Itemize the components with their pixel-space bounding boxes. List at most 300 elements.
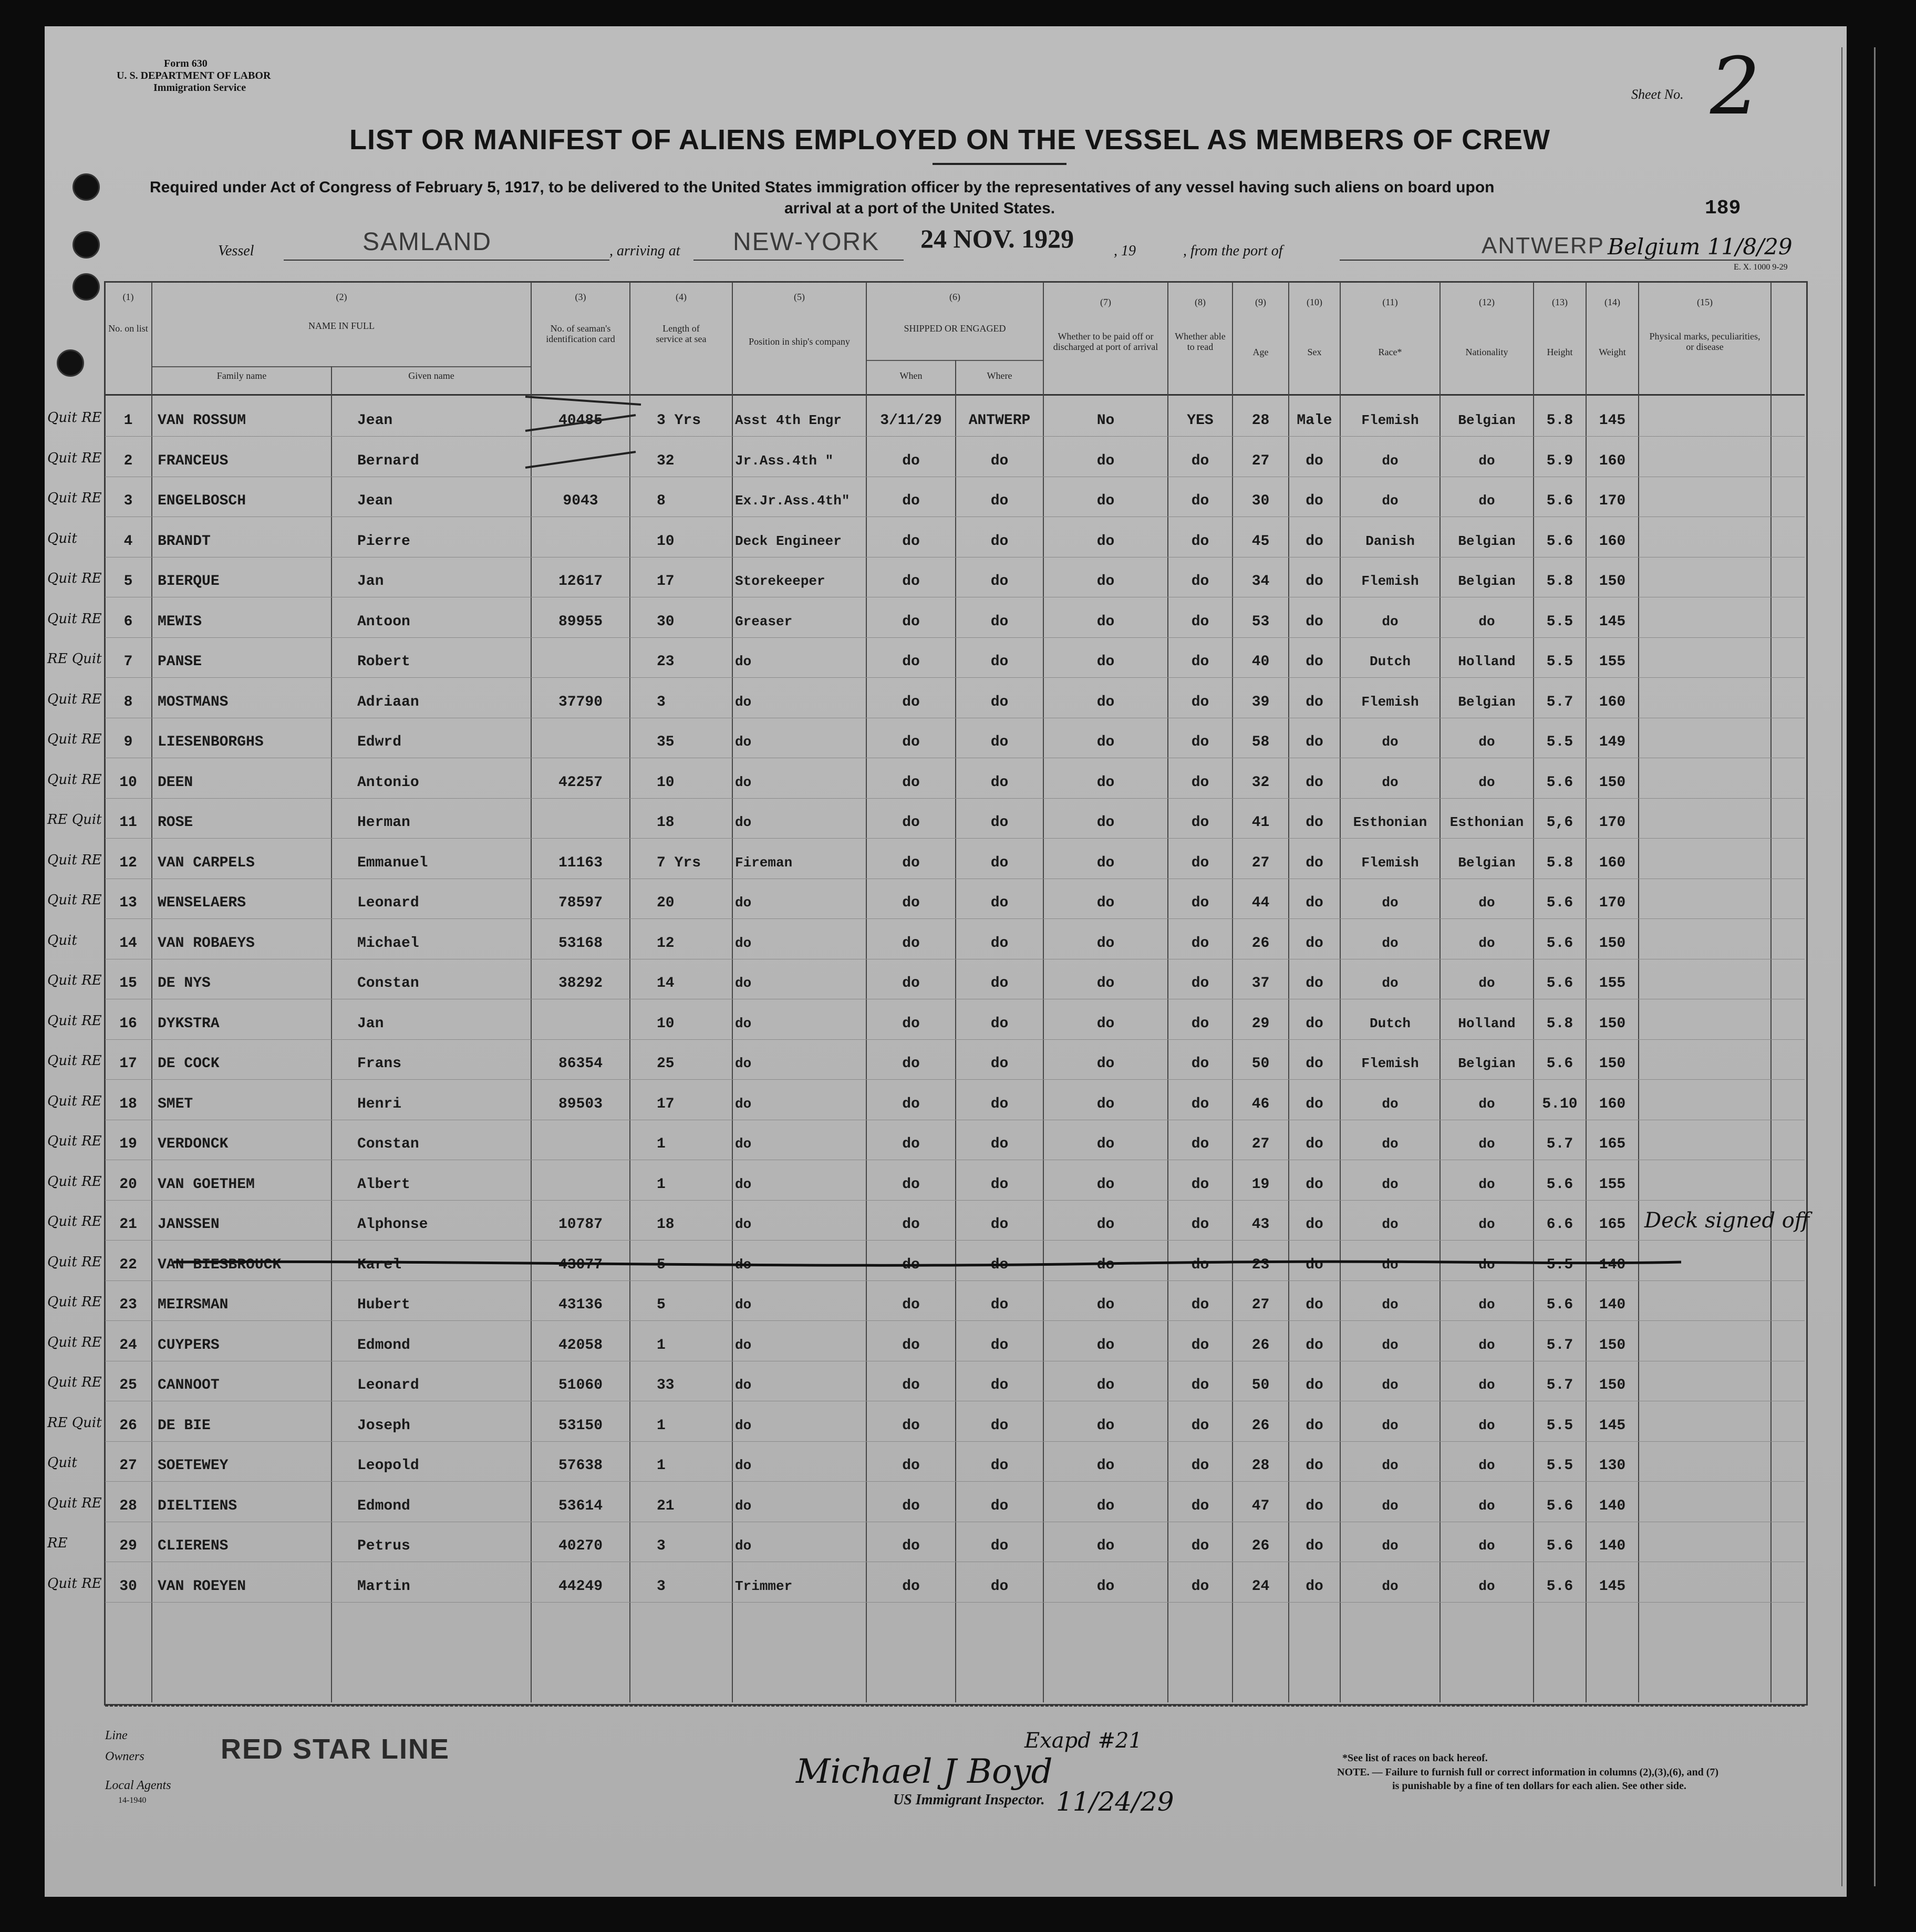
nationality: do	[1478, 1538, 1495, 1554]
paid-off: do	[1096, 493, 1115, 509]
given-name: Alphonse	[357, 1216, 428, 1233]
given-name: Joseph	[357, 1418, 410, 1434]
position: do	[735, 1257, 752, 1273]
vessel-name: SAMLAND	[363, 228, 492, 256]
weight: 160	[1599, 533, 1626, 550]
paid-off: do	[1096, 975, 1115, 991]
sex: do	[1306, 1176, 1323, 1193]
position: do	[735, 1337, 752, 1353]
weight: 140	[1599, 1297, 1626, 1313]
col3-number: (3)	[575, 292, 586, 302]
row-number: 12	[119, 855, 137, 871]
id-card-number: 42058	[558, 1337, 603, 1354]
race: do	[1382, 453, 1399, 469]
col15-number: (15)	[1697, 297, 1713, 307]
form-number: Form 630	[164, 58, 208, 69]
sex: do	[1306, 694, 1323, 710]
given-name: Bernard	[357, 453, 419, 469]
family-name: VAN ROBAEYS	[158, 935, 255, 952]
id-card-number: 42257	[558, 774, 603, 791]
family-name: SMET	[158, 1096, 193, 1112]
race: do	[1382, 1136, 1399, 1152]
service-length: 18	[657, 1216, 675, 1233]
family-name: CUYPERS	[158, 1337, 220, 1354]
age: 43	[1251, 1216, 1270, 1233]
margin-annotation: Quit RE	[47, 450, 102, 466]
paid-off: do	[1096, 734, 1115, 750]
position: Ex.Jr.Ass.4th"	[735, 493, 850, 509]
row-number: 1	[123, 412, 133, 429]
shipped-where: do	[990, 1337, 1009, 1354]
given-name: Karel	[357, 1257, 402, 1273]
service: Immigration Service	[153, 82, 246, 94]
able-to-read: do	[1191, 1297, 1209, 1313]
weight: 140	[1599, 1498, 1626, 1514]
service-length: 1	[657, 1136, 666, 1152]
shipped-when: do	[902, 1418, 920, 1434]
family-name: MEWIS	[158, 614, 202, 630]
shipped-when: do	[902, 814, 920, 831]
margin-annotation: Quit RE	[47, 1576, 102, 1592]
shipped-where: do	[990, 1056, 1009, 1072]
nationality: Belgian	[1458, 1056, 1516, 1071]
family-name: VAN ROEYEN	[158, 1578, 246, 1595]
sex: do	[1306, 855, 1323, 871]
position: do	[735, 734, 752, 750]
departure-note: Belgium 11/8/29	[1608, 234, 1793, 260]
col2-family: Family name	[216, 370, 267, 381]
race: do	[1382, 975, 1399, 991]
subtitle-line-2: arrival at a port of the United States.	[784, 200, 1055, 217]
able-to-read: do	[1191, 1337, 1209, 1354]
shipped-where: do	[990, 814, 1009, 831]
margin-annotation: Quit RE	[47, 1013, 102, 1029]
able-to-read: do	[1191, 493, 1209, 509]
row-number: 21	[119, 1216, 137, 1233]
weight: 170	[1599, 814, 1626, 831]
position: do	[735, 1016, 752, 1031]
shipped-where: do	[990, 975, 1009, 991]
row-number: 29	[119, 1538, 137, 1554]
age: 53	[1251, 614, 1270, 630]
department: U. S. DEPARTMENT OF LABOR	[117, 70, 271, 81]
paid-off: do	[1096, 533, 1115, 550]
family-name: FRANCEUS	[158, 453, 229, 469]
margin-annotation: Quit RE	[47, 1133, 102, 1149]
row-number: 3	[123, 493, 133, 509]
race: do	[1382, 895, 1399, 911]
row-number: 7	[123, 654, 133, 670]
shipped-where: do	[990, 1257, 1009, 1273]
weight: 140	[1599, 1257, 1626, 1273]
shipped-where: do	[990, 774, 1009, 791]
weight: 150	[1599, 774, 1626, 791]
able-to-read: do	[1191, 1176, 1209, 1193]
shipped-when: do	[902, 975, 920, 991]
position: do	[735, 1176, 752, 1192]
race: do	[1382, 1418, 1399, 1433]
sex: do	[1306, 1538, 1323, 1554]
race: do	[1382, 1458, 1399, 1473]
row-number: 27	[119, 1458, 137, 1474]
height: 5.6	[1546, 1056, 1573, 1072]
age: 46	[1251, 1096, 1270, 1112]
paid-off: do	[1096, 1538, 1115, 1554]
age: 47	[1251, 1498, 1270, 1514]
paid-off: do	[1096, 774, 1115, 791]
height: 5.6	[1546, 1297, 1573, 1313]
row-number: 19	[119, 1136, 137, 1152]
shipped-when: do	[902, 1056, 920, 1072]
race: Dutch	[1369, 1016, 1411, 1031]
race: do	[1382, 1578, 1399, 1594]
margin-annotation: Quit	[47, 531, 77, 546]
age: 26	[1251, 935, 1270, 952]
col5-number: (5)	[794, 292, 805, 302]
row-number: 9	[123, 734, 133, 750]
shipped-where: do	[990, 1136, 1009, 1152]
col8-label: Whether able to read	[1175, 331, 1226, 352]
nationality: do	[1478, 1578, 1495, 1594]
race: do	[1382, 1216, 1399, 1232]
col2-number: (2)	[336, 292, 347, 302]
age: 37	[1251, 975, 1270, 991]
id-card-number: 43077	[558, 1257, 603, 1273]
position: do	[735, 774, 752, 790]
margin-annotation: Quit RE	[47, 1294, 102, 1310]
margin-annotation: Quit RE	[47, 691, 102, 707]
weight: 150	[1599, 1337, 1626, 1354]
race: do	[1382, 1257, 1399, 1273]
service-length: 35	[657, 734, 675, 750]
sex: do	[1306, 1016, 1323, 1032]
paid-off: do	[1096, 654, 1115, 670]
col5-label: Position in ship's company	[749, 336, 850, 347]
sex: do	[1306, 1458, 1323, 1474]
race: do	[1382, 1538, 1399, 1554]
age: 41	[1251, 814, 1270, 831]
margin-annotation: Quit RE	[47, 1375, 102, 1390]
age: 39	[1251, 694, 1270, 710]
footer-rule	[105, 1705, 1805, 1707]
id-card-number: 40485	[558, 412, 603, 429]
id-card-number: 53150	[558, 1418, 603, 1434]
fine-note-1: NOTE. — Failure to furnish full or correct information in columns (2),(3),(6), and (7)	[1337, 1766, 1719, 1778]
weight: 170	[1599, 493, 1626, 509]
margin-annotation: Quit RE	[47, 772, 102, 788]
height: 5,6	[1546, 814, 1573, 831]
id-card-number: 89955	[558, 614, 603, 630]
given-name: Leopold	[357, 1458, 419, 1474]
sex: do	[1306, 1498, 1323, 1514]
family-name: BIERQUE	[158, 573, 220, 590]
sex: do	[1306, 614, 1323, 630]
height: 5.6	[1546, 493, 1573, 509]
from-label: , from the port of	[1183, 243, 1283, 259]
position: Asst 4th Engr	[735, 412, 842, 428]
service-length: 17	[657, 1096, 675, 1112]
margin-annotation: RE Quit	[47, 812, 102, 828]
paid-off: do	[1096, 1337, 1115, 1354]
service-length: 20	[657, 895, 675, 911]
able-to-read: do	[1191, 533, 1209, 550]
id-card-number: 43136	[558, 1297, 603, 1313]
shipped-when: do	[902, 1176, 920, 1193]
position: do	[735, 1418, 752, 1433]
shipped-when: do	[902, 533, 920, 550]
race-note: *See list of races on back hereof.	[1342, 1752, 1488, 1764]
weight: 150	[1599, 1016, 1626, 1032]
paid-off: do	[1096, 935, 1115, 952]
margin-annotation: RE Quit	[47, 651, 102, 667]
given-name: Herman	[357, 814, 410, 831]
id-card-number: 40270	[558, 1538, 603, 1554]
family-name: VAN GOETHEM	[158, 1176, 255, 1193]
row-number: 11	[119, 814, 137, 831]
shipped-where: do	[990, 654, 1009, 670]
height: 5.6	[1546, 1578, 1573, 1595]
margin-annotation: Quit	[47, 933, 77, 948]
col4-number: (4)	[676, 292, 687, 302]
family-name: VAN ROSSUM	[158, 412, 246, 429]
row-number: 18	[119, 1096, 137, 1112]
sex: do	[1306, 1578, 1323, 1595]
family-name: DIELTIENS	[158, 1498, 237, 1514]
margin-annotation: Quit RE	[47, 1053, 102, 1069]
sex: do	[1306, 734, 1323, 750]
shipped-when: do	[902, 1458, 920, 1474]
col6-where: Where	[987, 370, 1012, 381]
shipped-when: do	[902, 1257, 920, 1273]
col10-number: (10)	[1307, 297, 1322, 307]
paid-off: do	[1096, 1297, 1115, 1313]
family-name: VERDONCK	[158, 1136, 229, 1152]
able-to-read: do	[1191, 1016, 1209, 1032]
service-length: 10	[657, 533, 675, 550]
height: 5.8	[1546, 1016, 1573, 1032]
given-name: Adriaan	[357, 694, 419, 710]
weight: 140	[1599, 1538, 1626, 1554]
family-name: LIESENBORGHS	[158, 734, 264, 750]
race: Danish	[1365, 533, 1415, 549]
owner-stamp: RED STAR LINE	[221, 1733, 450, 1765]
sex: do	[1306, 975, 1323, 991]
sheet-label: Sheet No.	[1631, 87, 1684, 102]
given-name: Petrus	[357, 1538, 410, 1554]
nationality: do	[1478, 1257, 1495, 1273]
position: do	[735, 895, 752, 911]
margin-annotation: Quit RE	[47, 892, 102, 908]
card-slash-marks	[525, 397, 641, 468]
sex: do	[1306, 1377, 1323, 1393]
paid-off: do	[1096, 1016, 1115, 1032]
row-number: 25	[119, 1377, 137, 1393]
position: do	[735, 694, 752, 710]
age: 27	[1251, 1136, 1270, 1152]
given-name: Constan	[357, 1136, 419, 1152]
footer-form-code: 14-1940	[118, 1796, 147, 1805]
nationality: do	[1478, 895, 1495, 911]
family-name: DE COCK	[158, 1056, 220, 1072]
strike-line	[173, 1262, 1681, 1265]
col3-label: No. of seaman's identification card	[546, 323, 615, 344]
race: do	[1382, 774, 1399, 790]
nationality: do	[1478, 1418, 1495, 1433]
position: do	[735, 1377, 752, 1393]
id-card-number: 53168	[558, 935, 603, 952]
age: 27	[1251, 1297, 1270, 1313]
sex: do	[1306, 1257, 1323, 1273]
shipped-where: do	[990, 1458, 1009, 1474]
able-to-read: do	[1191, 774, 1209, 791]
weight: 145	[1599, 1578, 1626, 1595]
service-length: 23	[657, 654, 675, 670]
position: do	[735, 1498, 752, 1514]
age: 58	[1251, 734, 1270, 750]
race: Flemish	[1361, 412, 1419, 428]
weight: 150	[1599, 935, 1626, 952]
shipped-when: do	[902, 1096, 920, 1112]
service-length: 1	[657, 1418, 666, 1434]
id-card-number: 10787	[558, 1216, 603, 1233]
family-name: CANNOOT	[158, 1377, 220, 1393]
position: Storekeeper	[735, 573, 825, 589]
nationality: Belgian	[1458, 855, 1516, 871]
sex: do	[1306, 814, 1323, 831]
shipped-where: do	[990, 1498, 1009, 1514]
col4-label: Length of service at sea	[656, 323, 707, 344]
shipped-where: do	[990, 453, 1009, 469]
age: 40	[1251, 654, 1270, 670]
given-name: Constan	[357, 975, 419, 991]
shipped-when: do	[902, 1377, 920, 1393]
weight: 165	[1599, 1216, 1626, 1233]
row-number: 4	[123, 533, 133, 550]
position: do	[735, 1538, 752, 1554]
age: 28	[1251, 412, 1270, 429]
service-length: 1	[657, 1458, 666, 1474]
nationality: do	[1478, 1337, 1495, 1353]
row-number: 20	[119, 1176, 137, 1193]
paid-off: do	[1096, 1257, 1115, 1273]
position: Trimmer	[735, 1578, 793, 1594]
shipped-where: ANTWERP	[968, 412, 1031, 429]
age: 45	[1251, 533, 1270, 550]
shipped-when: 3/11/29	[880, 412, 942, 429]
local-agents-label: Local Agents	[105, 1779, 171, 1792]
service-length: 25	[657, 1056, 675, 1072]
paid-off: do	[1096, 1578, 1115, 1595]
able-to-read: do	[1191, 814, 1209, 831]
age: 24	[1251, 1578, 1270, 1595]
position: do	[735, 654, 752, 669]
able-to-read: do	[1191, 654, 1209, 670]
shipped-where: do	[990, 734, 1009, 750]
paid-off: do	[1096, 1136, 1115, 1152]
col6-number: (6)	[949, 292, 960, 302]
race: Flemish	[1361, 573, 1419, 589]
weight: 155	[1599, 654, 1626, 670]
race: do	[1382, 935, 1399, 951]
nationality: do	[1478, 935, 1495, 951]
service-length: 10	[657, 1016, 675, 1032]
service-length: 3	[657, 1538, 666, 1554]
margin-annotation: Quit RE	[47, 1214, 102, 1230]
position: do	[735, 1136, 752, 1152]
print-code: E. X. 1000 9-29	[1734, 263, 1788, 272]
paid-off: do	[1096, 1498, 1115, 1514]
margin-annotation: Quit RE	[47, 1335, 102, 1350]
able-to-read: do	[1191, 1458, 1209, 1474]
row-number: 2	[123, 453, 133, 469]
able-to-read: do	[1191, 855, 1209, 871]
nationality: Belgian	[1458, 573, 1516, 589]
height: 5.7	[1546, 694, 1573, 710]
position: Jr.Ass.4th "	[735, 453, 834, 469]
able-to-read: do	[1191, 1418, 1209, 1434]
height: 6.6	[1546, 1216, 1573, 1233]
margin-annotation: Quit RE	[47, 852, 102, 868]
nationality: do	[1478, 1297, 1495, 1313]
shipped-where: do	[990, 1096, 1009, 1112]
margin-annotation: Quit	[47, 1455, 77, 1471]
nationality: Holland	[1458, 654, 1516, 669]
nationality: do	[1478, 1377, 1495, 1393]
given-name: Antonio	[357, 774, 419, 791]
margin-annotation: Quit RE	[47, 1093, 102, 1109]
sex: do	[1306, 533, 1323, 550]
given-name: Antoon	[357, 614, 410, 630]
age: 23	[1251, 1257, 1270, 1273]
race: do	[1382, 1297, 1399, 1313]
nationality: Belgian	[1458, 533, 1516, 549]
height: 5.6	[1546, 935, 1573, 952]
sex: do	[1306, 1136, 1323, 1152]
position: do	[735, 814, 752, 830]
sex: do	[1306, 1337, 1323, 1354]
height: 5.5	[1546, 654, 1573, 670]
able-to-read: do	[1191, 1056, 1209, 1072]
margin-annotation: Quit RE	[47, 1495, 102, 1511]
position: do	[735, 1297, 752, 1313]
id-card-number: 89503	[558, 1096, 603, 1112]
service-length: 1	[657, 1176, 666, 1193]
shipped-where: do	[990, 1176, 1009, 1193]
col1-label: No. on list	[108, 323, 148, 334]
race: do	[1382, 1498, 1399, 1514]
margin-annotation: RE Quit	[47, 1415, 102, 1431]
margin-annotation: Quit RE	[47, 410, 102, 426]
position: do	[735, 1056, 752, 1071]
position: do	[735, 1458, 752, 1473]
paid-off: do	[1096, 1458, 1115, 1474]
col12-number: (12)	[1479, 297, 1495, 307]
age: 28	[1251, 1458, 1270, 1474]
col2-label: NAME IN FULL	[308, 321, 375, 331]
row-number: 8	[123, 694, 133, 710]
nationality: do	[1478, 493, 1495, 509]
service-length: 12	[657, 935, 675, 952]
shipped-when: do	[902, 855, 920, 871]
inspector-title: US Immigrant Inspector.	[893, 1792, 1045, 1808]
shipped-where: do	[990, 533, 1009, 550]
nationality: do	[1478, 1498, 1495, 1514]
position: Fireman	[735, 855, 793, 871]
given-name: Jean	[357, 493, 393, 509]
row-number: 15	[119, 975, 137, 991]
nationality: do	[1478, 453, 1495, 469]
able-to-read: do	[1191, 1216, 1209, 1233]
